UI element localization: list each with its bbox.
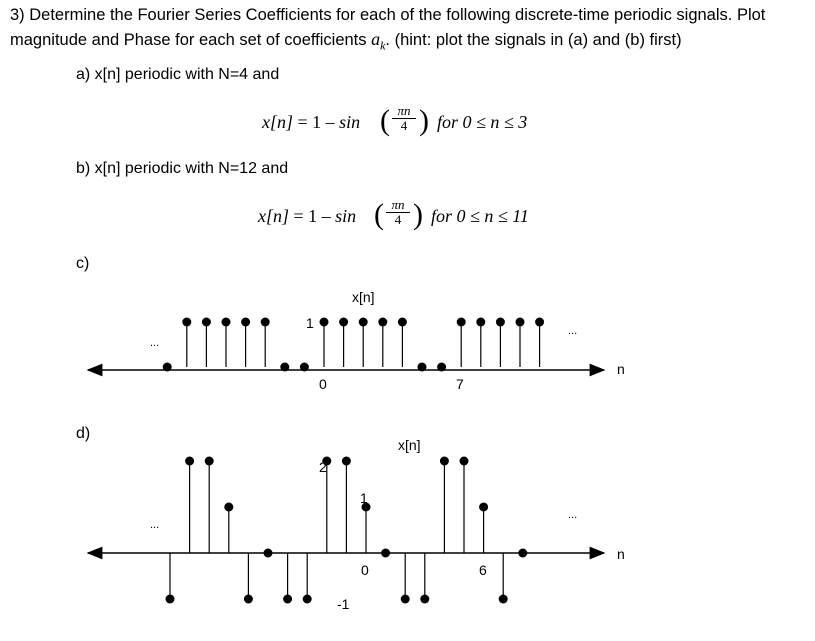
plot-c-tick-7: 7 <box>456 376 464 392</box>
plot-c-stem-point <box>163 363 172 372</box>
part-a-sin: sin <box>339 112 361 132</box>
problem-line-2-hint: . (hint: plot the signals in (a) and (b) first) <box>385 31 682 49</box>
plot-d-stem-point <box>381 549 390 558</box>
part-b-denominator: 4 <box>394 212 402 227</box>
plot-c-stem-point <box>496 318 505 327</box>
plot-d-stem-point <box>303 595 312 604</box>
plot-c-title: x[n] <box>352 289 375 305</box>
plot-c-stem-point <box>320 318 329 327</box>
plot-d-label-2: 2 <box>319 459 327 475</box>
plot-c-stem-point <box>359 318 368 327</box>
plot-c-stem-point <box>182 318 191 327</box>
plot-d-label-1: 1 <box>360 490 368 506</box>
part-b-numerator: πn <box>391 197 405 212</box>
part-b-equals: = <box>293 206 304 226</box>
plot-c-axis-label: n <box>617 361 625 377</box>
plot-c-stem-point <box>476 318 485 327</box>
plot-d-axis-label: n <box>617 546 625 562</box>
ak-subscript: k <box>380 38 386 53</box>
part-b-paren-left: ( <box>374 198 384 231</box>
part-a-numerator: πn <box>397 103 411 118</box>
plot-c-stem-point <box>418 363 427 372</box>
plot-d-ellipsis-left: ... <box>150 519 160 531</box>
plot-c-stem-point <box>300 363 309 372</box>
part-a-paren-left: ( <box>380 104 390 137</box>
plot-d-stem-point <box>420 595 429 604</box>
plot-c-stem-point <box>241 318 250 327</box>
part-a-paren-right: ) <box>419 104 429 137</box>
plot-c-value-label: 1 <box>306 315 314 331</box>
plot-d-stem-point <box>185 457 194 466</box>
part-b-paren-right: ) <box>413 198 423 231</box>
plot-d-stem-point <box>342 457 351 466</box>
part-b-lhs: x[n] <box>258 206 289 226</box>
plot-d-stem-point <box>479 503 488 512</box>
plot-d-tick-6: 6 <box>479 562 487 578</box>
part-b-one-minus: 1 – <box>308 206 331 226</box>
ak-symbol: a <box>371 29 381 49</box>
problem-line-2-text: magnitude and Phase for each set of coefficients <box>10 31 372 49</box>
plot-c-stem-point <box>261 318 270 327</box>
part-b-sin: sin <box>335 206 357 226</box>
part-a-lhs: x[n] <box>262 112 293 132</box>
plot-c-tick-0: 0 <box>319 376 327 392</box>
plot-d-label-neg1: -1 <box>337 596 350 612</box>
plot-c-stem-point <box>280 363 289 372</box>
part-a-denominator: 4 <box>400 118 408 133</box>
part-a-equals: = <box>297 112 308 132</box>
part-b-label: b) x[n] periodic with N=12 and <box>76 160 289 177</box>
plot-c-stem-point <box>516 318 525 327</box>
plot-c-stem-point <box>339 318 348 327</box>
plot-d-stem-point <box>518 549 527 558</box>
plot-d-stem-point <box>401 595 410 604</box>
problem-line-1: 3) Determine the Fourier Series Coefficients for each of the following discrete-time periodic signals. Plot <box>10 6 766 24</box>
part-a-condition: for 0 ≤ n ≤ 3 <box>437 112 528 132</box>
plot-c-stem-point <box>202 318 211 327</box>
plot-d-ellipsis-right: ... <box>568 509 578 521</box>
plot-d-stems <box>166 457 528 604</box>
plot-c-stem-point <box>535 318 544 327</box>
plot-c-stems <box>163 318 544 372</box>
plot-d-stem-point <box>283 595 292 604</box>
plot-c-stem-point <box>398 318 407 327</box>
plot-d-stem-point <box>460 457 469 466</box>
plot-c-stem-point <box>457 318 466 327</box>
plot-d-tick-0: 0 <box>361 562 369 578</box>
plot-c-stem-point <box>222 318 231 327</box>
plot-c-ellipsis-left: ... <box>150 337 160 349</box>
plot-d-stem-point <box>244 595 253 604</box>
plot-c-stem-point <box>437 363 446 372</box>
part-b-condition: for 0 ≤ n ≤ 11 <box>431 206 529 226</box>
plot-d-stem-point <box>499 595 508 604</box>
plot-d-stem-point <box>224 503 233 512</box>
plot-d-stem-point <box>264 549 273 558</box>
plot-c-stem-point <box>378 318 387 327</box>
part-a-label: a) x[n] periodic with N=4 and <box>76 66 280 83</box>
part-d-label: d) <box>76 425 91 442</box>
plot-d-title: x[n] <box>398 437 421 453</box>
part-c-label: c) <box>76 255 90 272</box>
plot-c-ellipsis-right: ... <box>568 325 578 337</box>
plot-d-stem-point <box>166 595 175 604</box>
part-a-one-minus: 1 – <box>312 112 335 132</box>
plot-d-stem-point <box>205 457 214 466</box>
plot-d-stem-point <box>440 457 449 466</box>
